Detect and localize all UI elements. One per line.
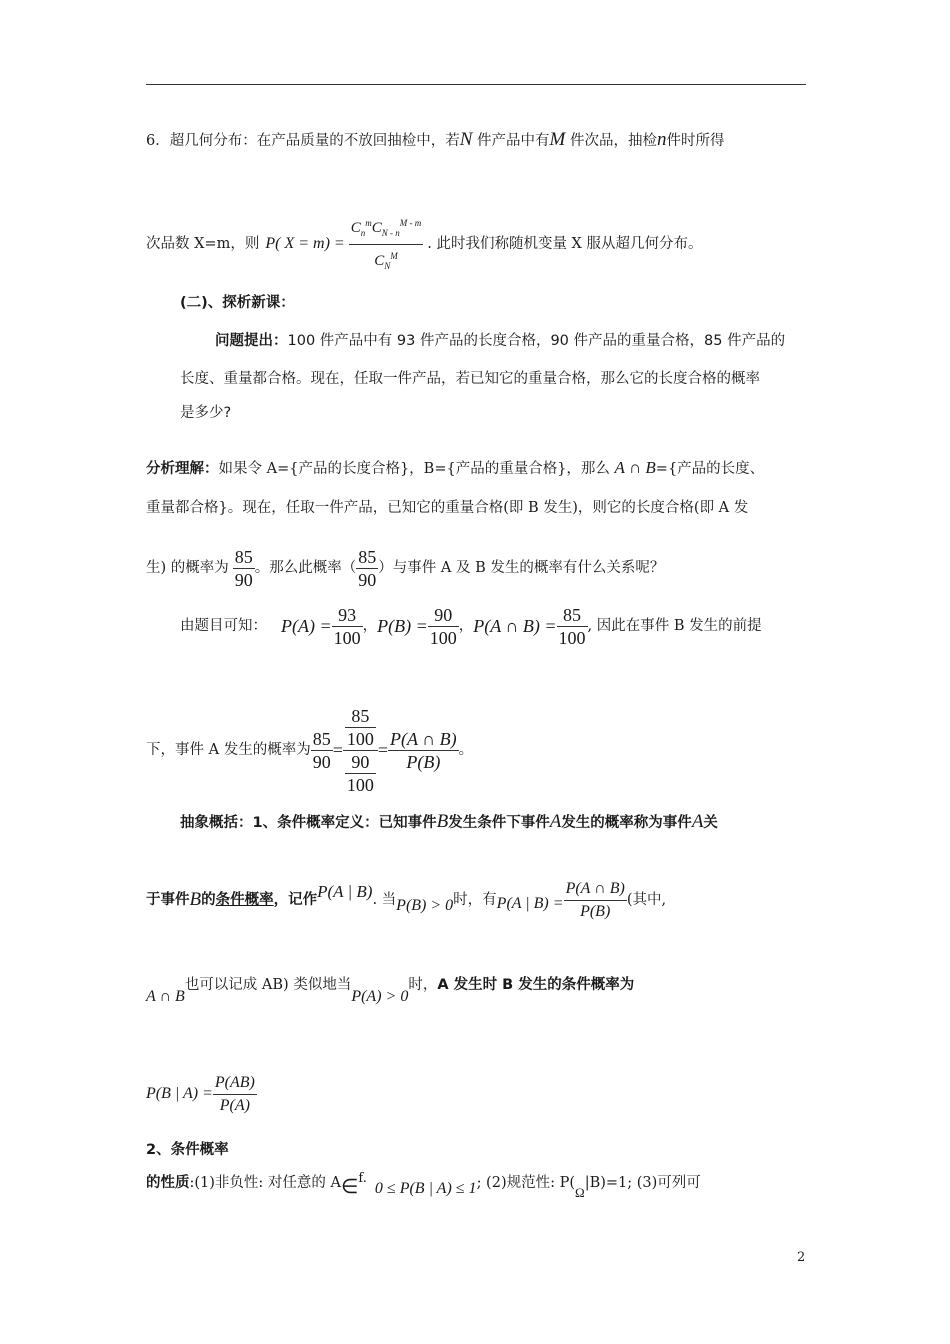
conditional-formula: $\frac{P(A \cap B)}{P(B)}$ [565, 879, 625, 920]
derive-line: 下，事件 A 发生的概率为 $\frac{85}{90}$ = $\frac{\frac{85}{100}}{\frac{90}{100}}$ = $\frac{P(A \cap B)}{P(B)}$ 。 [146, 705, 474, 795]
abstract-line2: 于事件 B 的 条件概率 ，记作 P(A | B) . 当 P(B) > 0 时，有 P(A | B) = $\frac{P(A \cap B)}{P(B)}$ (其中, [146, 872, 666, 928]
term-conditional-probability: 条件概率 [215, 892, 274, 908]
props-title: 2、条件概率 [146, 1142, 229, 1158]
page-number: 2 [797, 1250, 806, 1265]
analysis-line2: 重量都合格}。现在，任取一件产品，已知它的重量合格(即 B 发生)，则它的长度合格(即 A 发 [146, 500, 749, 516]
s6-line2: 次品数 X=m，则 P( X = m) = $\frac{C_n^mC_{N - n}^{M - m}}{C_N^M}$ . 此时我们称随机变量 X 服从超几何分布。 [146, 214, 703, 274]
problem-line3: 是多少? [180, 405, 232, 421]
problem-line2: 长度、重量都合格。现在，任取一件产品，若已知它的重量合格，那么它的长度合格的概率 [180, 371, 760, 387]
pmf-left: P( X = m) = [265, 235, 345, 252]
fraction-85-90-c: $\frac{85}{90}$ [312, 728, 331, 772]
formula2-fraction: $\frac{P(AB)}{P(A)}$ [214, 1073, 255, 1114]
problem-line1: 问题提出：100 件产品中有 93 件产品的长度合格，90 件产品的重量合格，85 件产品的 [215, 333, 786, 349]
fraction-ratio: $\frac{P(A \cap B)}{P(B)}$ [390, 728, 457, 772]
props-line: 的性质 :(1)非负性: 对任意的 A ∈ f. 0 ≤ P(B | A) ≤ 1 ; (2)规范性: P( Ω |B)=1; (3)可列可 [146, 1171, 701, 1200]
pmf-fraction [349, 212, 424, 277]
analysis-line3: 生) 的概率为 $\frac{85}{90}$ 。那么此概率（ $\frac{85}{90}$ ）与事件 A 及 B 发生的概率有什么关系呢？ [146, 546, 665, 590]
header-rule [146, 84, 806, 85]
section-title-2: (二)、探析新课： [180, 295, 295, 311]
compound-fraction: $\frac{\frac{85}{100}}{\frac{90}{100}}$ [343, 705, 378, 796]
formula-B-given-A: P(B | A) = $\frac{P(AB)}{P(A)}$ [146, 1068, 257, 1120]
fraction-85-90: $\frac{85}{90}$ [234, 546, 253, 590]
fraction-85-90-b: $\frac{85}{90}$ [358, 546, 377, 590]
fraction-pA: $\frac{93}{100}$ [333, 604, 361, 648]
analysis-line1: 分析理解：如果令 A={产品的长度合格}，B={产品的重量合格}，那么 A ∩ B={产品的长度、 [146, 458, 765, 477]
abstract-line1: 抽象概括：1、条件概率定义：已知事件B发生条件下事件A发生的概率称为事件A关 [180, 811, 718, 832]
s6-line1: 6．超几何分布：在产品质量的不放回抽检中，若N 件产品中有M 件次品，抽检n件时所得 [146, 129, 725, 150]
fraction-pB: $\frac{90}{100}$ [429, 604, 457, 648]
given-line: 由题目可知： P(A) = $\frac{93}{100}$ ， P(B) = $\frac{90}{100}$ ， P(A ∩ B) = $\frac{85}{100}$ , 因此在事件 B 发生的前提 [180, 604, 762, 648]
abstract-line3: A ∩ B 也可以记成 AB) 类似地当 P(A) > 0 时， A 发生时 B 发生的条件概率为 [146, 977, 635, 1005]
fraction-pAB: $\frac{85}{100}$ [558, 604, 586, 648]
pmf-denominator: $C_N^M$ [374, 250, 398, 271]
pmf-numerator: $C_n^mC_{N - n}^{M - m}$ [349, 212, 424, 245]
